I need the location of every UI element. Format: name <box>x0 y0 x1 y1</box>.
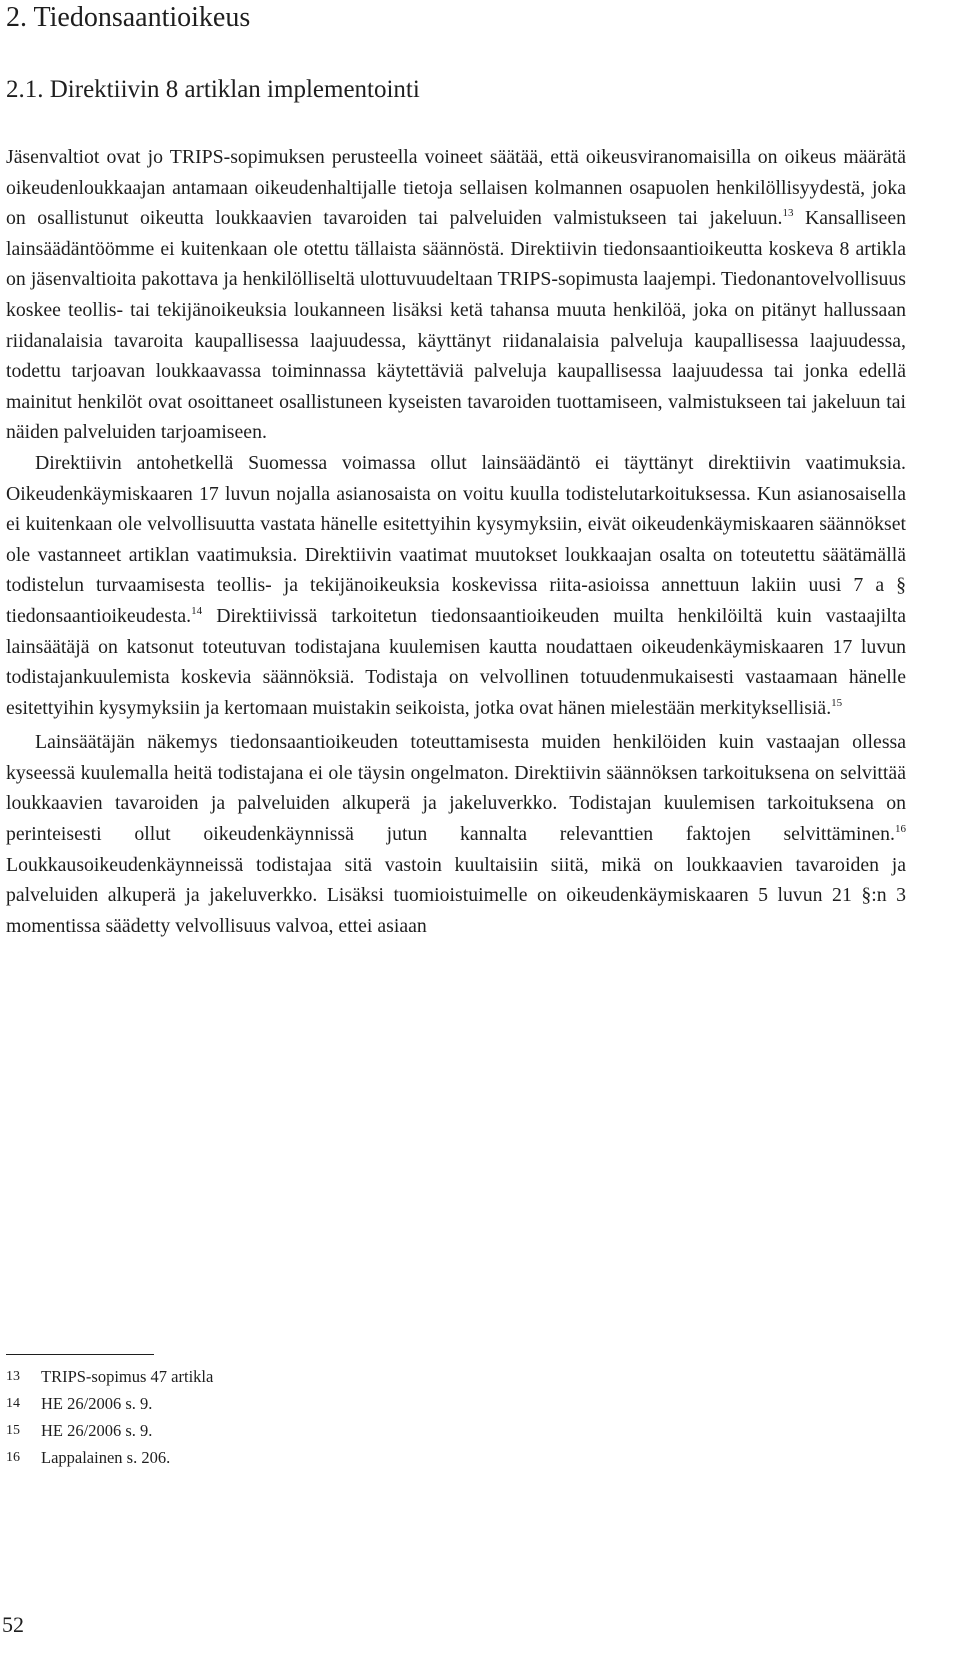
paragraph <box>6 448 906 723</box>
section-heading: 2. Tiedonsaantioikeus <box>6 2 251 33</box>
body-text <box>6 142 906 941</box>
footnotes <box>6 1363 213 1471</box>
footnote-ref: 13 <box>782 207 794 220</box>
footnote-divider <box>6 1354 154 1355</box>
footnote <box>6 1390 213 1417</box>
paragraph-text: Direktiivissä tarkoitetun tiedonsaantioikeuden muilta henkilöiltä kuin vastaajilta lainsäätäjä on katsonut toteutuvan todistajana kuulemisen kautta noudattaen oikeudenkäymiskaaren 17 luvun todistajankuulemista koskevia säännöksiä. Todistaja on velvollinen totuudenmukaisesti vastaamaan hänelle esitettyihin kysymyksiin ja kertomaan muistakin seikoista, jotka ovat hänen mielestään merkityksellisiä. <box>6 604 906 719</box>
footnote <box>6 1417 213 1444</box>
footnote <box>6 1444 213 1471</box>
paragraph-text: Loukkausoikeudenkäynneissä todistajaa sitä vastoin kuultaisiin siitä, mikä on loukkaavien tavaroiden ja palveluiden alkuperä ja jakeluverkko. Lisäksi tuomioistuimelle on oikeudenkäymiskaaren 5 luvun 21 §:n 3 momentissa säädetty velvollisuus valvoa, ettei asiaan <box>6 853 906 937</box>
footnote-text: Lappalainen s. 206. <box>41 1448 171 1467</box>
footnote <box>6 1363 213 1390</box>
paragraph-text: Direktiivin antohetkellä Suomessa voimassa ollut lainsäädäntö ei täyttänyt direktiivin vaatimuksia. Oikeudenkäymiskaaren 17 luvun nojalla asianosaista on voitu kuulla todistelutarkoituksessa. Kun asianosaisella ei kuitenkaan ole velvollisuutta vastata hänelle esitettyihin kysymyksiin, eivät oikeudenkäymiskaaren säännökset ole vastanneet artiklan vaatimuksia. Direktiivin vaatimat muutokset loukkaajan osalta on toteutettu säätämällä todistelun turvaamisesta teollis- ja tekijänoikeuksia koskevissa riita-asioissa annettuun lakiin uusi 7 a § tiedonsaantioikeudesta. <box>6 451 906 627</box>
footnote-text: HE 26/2006 s. 9. <box>41 1394 153 1413</box>
footnote-number: 15 <box>6 1423 20 1438</box>
footnote-ref: 14 <box>191 604 203 617</box>
paragraph <box>6 727 906 941</box>
footnote-number: 14 <box>6 1396 20 1411</box>
paragraph-text: Lainsäätäjän näkemys tiedonsaantioikeuden toteuttamisesta muiden henkilöiden kuin vastaajan ollessa kyseessä kuulemalla heitä todistajana ei ole täysin ongelmaton. Direktiivin säännöksen tarkoituksena on selvittää loukkaavien tavaroiden ja palveluiden alkuperä ja jakeluverkko. Todistajan kuulemisen tarkoituksena on perinteisesti ollut oikeudenkäynnissä jutun kannalta relevanttien faktojen selvittäminen. <box>6 731 906 846</box>
paragraph <box>6 142 906 448</box>
footnote-ref: 15 <box>831 696 843 709</box>
subsection-heading: 2.1. Direktiivin 8 artiklan implementointi <box>6 76 420 103</box>
footnote-number: 13 <box>6 1369 20 1384</box>
footnote-text: HE 26/2006 s. 9. <box>41 1421 153 1440</box>
paragraph-text: Jäsenvaltiot ovat jo TRIPS-sopimuksen perusteella voineet säätää, että oikeusviranomaisilla on oikeus määrätä oikeudenloukkaajan antamaan oikeudenhaltijalle tietoja sellaisen kolmannen osapuolen henkilöllisyydestä, joka on osallistunut oikeutta loukkaavien tavaroiden tai palveluiden valmistukseen tai jakeluun. <box>6 146 906 230</box>
footnote-text: TRIPS-sopimus 47 artikla <box>41 1367 214 1386</box>
footnote-ref: 16 <box>895 823 906 836</box>
page-number: 52 <box>2 1612 24 1637</box>
paragraph-text: Kansalliseen lainsäädäntöömme ei kuitenkaan ole otettu tällaista säännöstä. Direktiivin tiedonsaantioikeutta koskeva 8 artikla on jäsenvaltioita pakottava ja henkilölliseltä ulottuvuudeltaan TRIPS-sopimusta laajempi. Tiedonantovelvollisuus koskee teollis- tai tekijänoikeuksia loukanneen lisäksi ketä tahansa muuta henkilöä, joka on pitänyt hallussaan riidanalaisia tavaroita kaupallisessa laajuudessa, käyttänyt riidanalaisia palveluja kaupallisessa laajuudessa, todettu tarjoavan loukkaavassa toiminnassa käytettäviä palveluja kaupallisessa laajuudessa tai jonka edellä mainitut henkilöt ovat osoittaneet osallistuneen kyseisten tavaroiden tuottamiseen, valmistukseen tai jakeluun tai näiden palveluiden tarjoamiseen. <box>6 207 907 444</box>
footnote-number: 16 <box>6 1450 20 1465</box>
